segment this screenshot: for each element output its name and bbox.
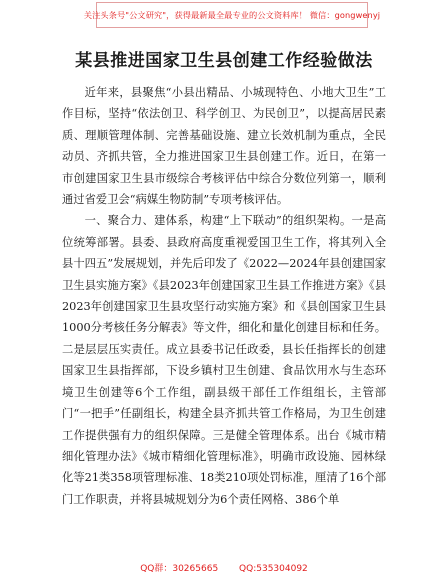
contact-footer	[0, 561, 448, 574]
document-title: 某县推进国家卫生县创建工作经验做法	[75, 51, 373, 71]
paragraph-section-one: 一、聚合力、建体系，构建“上下联动”的组织架构。一是高位统筹部署。县委、县政府高度重视爱国卫生工作，将其列入全县十四五”发展规划，并先后印发了《2022—2024年县创建国家卫生县实施方案》《县2023年创建国家卫生县工作推进方案》《县2023年创建国家卫生县攻坚行动实施方案》和《县创国家卫生县1000分考核任务分解表》等文件，细化和量化创建目标和任务。二是层层压实责任。成立县委书记任政委，县长任指挥长的创建国家卫生县指挥部，下设乡镇村卫生创建、食品饮用水与生态环境卫生创建等6个工作组，副县级干部任工作组组长，主管部门“一把手”任副组长，构建全县齐抓共管工作格局，为卫生创建工作提供强有力的组织保障。三是健全管理体系。出台《城市精细化管理办法》《城市精细化管理标准》，明确市政设施、园林绿化等21类358项管理标准、18类210项处罚标准，厘清了16个部门工作职责，并将县城规划分为6个责任网格、386个单	[62, 214, 386, 506]
promo-banner-text: 关注头条号"公文研究"，获得最新最全最专业的公文资料库！ 微信：gongwenyj	[83, 9, 381, 20]
paragraph-intro: 近年来，县聚焦“小县出精品、小城现特色、小地大卫生”工作目标，坚持“依法创卫、科学创卫、为民创卫”，以提高居民素质、理顺管理体制、完善基础设施、建立长效机制为重点，全民动员、齐抓共管，全力推进国家卫生县创建工作。近日，在第一市创建国家卫生县市级综合考核评估中综合分数位列第一，顺利通过省爱卫会“病媒生物防制”专项考核评估。	[62, 86, 386, 207]
promo-banner	[83, 2, 381, 28]
qq-group-number: QQ群：30265665	[140, 564, 219, 574]
document-body	[62, 82, 386, 510]
qq-number: QQ:535304092	[239, 564, 308, 574]
